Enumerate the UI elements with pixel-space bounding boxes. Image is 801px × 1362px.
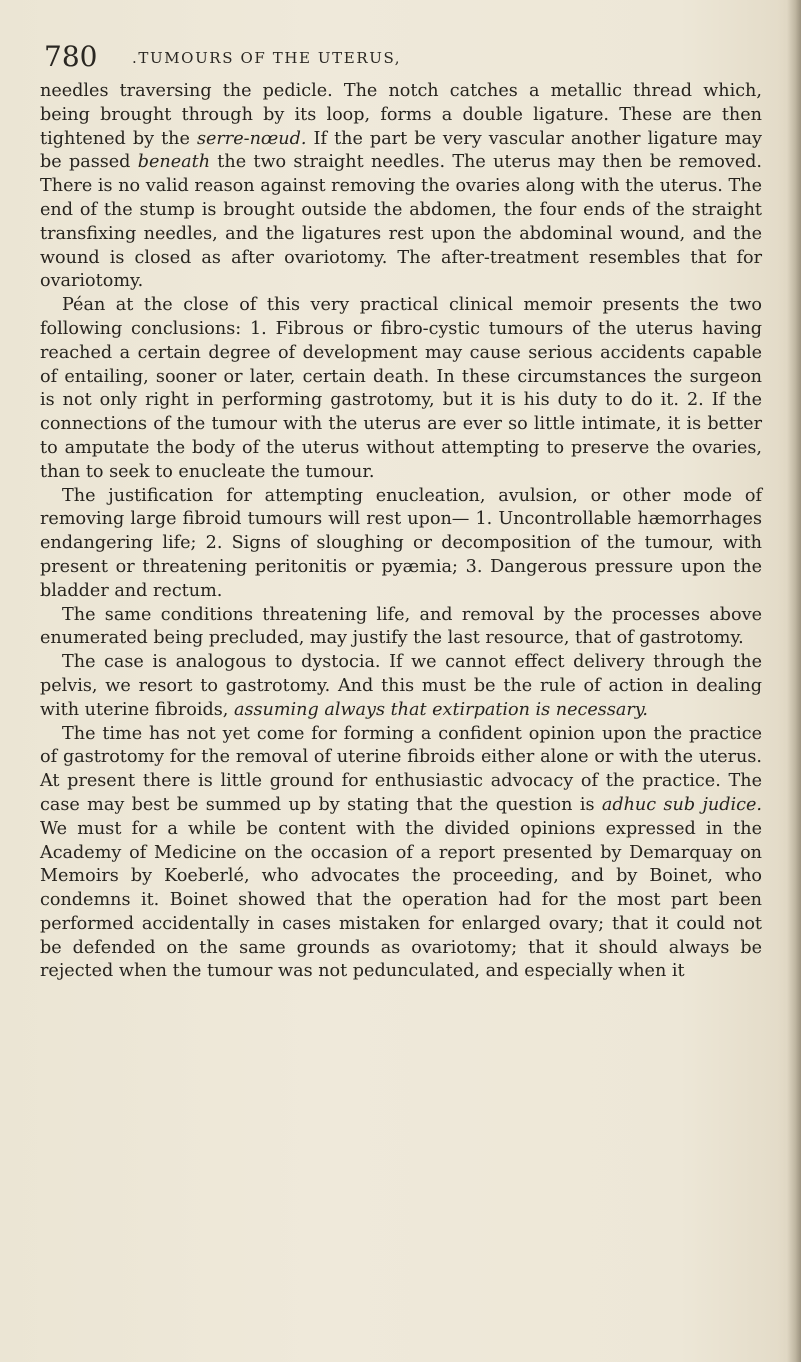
italic-text: beneath — [137, 152, 211, 173]
paragraph-p1 — [40, 80, 762, 294]
paragraph-p2 — [40, 294, 762, 484]
text-run: needles traversing the pedicle. The notch catches a metallic thread which, being brought through by its loop, forms a double ligature. These are then tightened by the — [40, 81, 762, 149]
text-run: We must for a while be content with the divided opinions expressed in the Academy of Medicine on the occasion of a report presented by Demarquay on Memoirs by Koeberlé, who advocates the proceeding, and by Boinet, who condemns it. Boinet showed that the operation had for the most part been performed accidentally in cases mistaken for enlarged ovary; that it could not be defended on the same grounds as ovariotomy; that it should always be rejected when the tumour was not pedunculated, and especially when it — [40, 818, 762, 982]
page-header — [44, 40, 734, 76]
italic-text: adhuc sub judice. — [601, 794, 762, 815]
running-head: .TUMOURS OF THE UTERUS, — [132, 49, 402, 67]
page-number: 780 — [44, 40, 98, 73]
text-run: The time has not yet come for forming a confident opinion upon the practice of gastrotomy for the removal of uterine fibroids either alone or with the uterus. At present there is little ground for enthusiastic advocacy of the practice. The case may best be summed up by stating that the question is — [40, 723, 762, 815]
body-text — [40, 80, 762, 984]
text-run: If the part be very vascular another ligature may be passed — [40, 128, 762, 173]
page-edge-shadow — [787, 0, 801, 1362]
text-run: Péan at the close of this very practical clinical memoir presents the two following conclusions: 1. Fibrous or fibro-cystic tumours of the uterus having reached a certain degree of development may cause serious accidents capable of entailing, sooner or later, certain death. In these circumstances the surgeon is not only right in performing gastrotomy, but it is his duty to do it. 2. If the connections of the tumour with the uterus are ever so little intimate, it is better to amputate the body of the uterus without attempting to preserve the ovaries, than to seek to enucleate the tumour. — [40, 295, 762, 482]
italic-text: serre-nœud. — [196, 128, 307, 149]
text-run: The case is analogous to dystocia. If we cannot effect delivery through the pelvis, we resort to gastrotomy. And this must be the rule of action in dealing with uterine fibroids, — [40, 652, 762, 720]
paragraph-p6 — [40, 723, 762, 985]
italic-text: assuming always that extirpation is necessary. — [233, 699, 648, 720]
paragraph-p4 — [40, 604, 762, 652]
paragraph-p3 — [40, 485, 762, 604]
text-run: the two straight needles. The uterus may then be removed. There is no valid reason against removing the ovaries along with the uterus. The end of the stump is brought outside the abdomen, the four ends of the straight transfixing needles, and the ligatures rest upon the abdominal wound, and the wound is closed as after ovariotomy. The after-treatment resembles that for ovariotomy. — [40, 152, 763, 292]
text-run: The justification for attempting enucleation, avulsion, or other mode of removing large fibroid tumours will rest upon— 1. Uncontrollable hæmorrhages endangering life; 2. Signs of sloughing or decomposition of the tumour, with present or threatening peritonitis or pyæmia; 3. Dangerous pressure upon the bladder and rectum. — [40, 485, 762, 601]
text-run: The same conditions threatening life, and removal by the processes above enumerated being precluded, may justify the last resource, that of gastrotomy. — [40, 604, 762, 649]
paragraph-p5 — [40, 651, 762, 722]
